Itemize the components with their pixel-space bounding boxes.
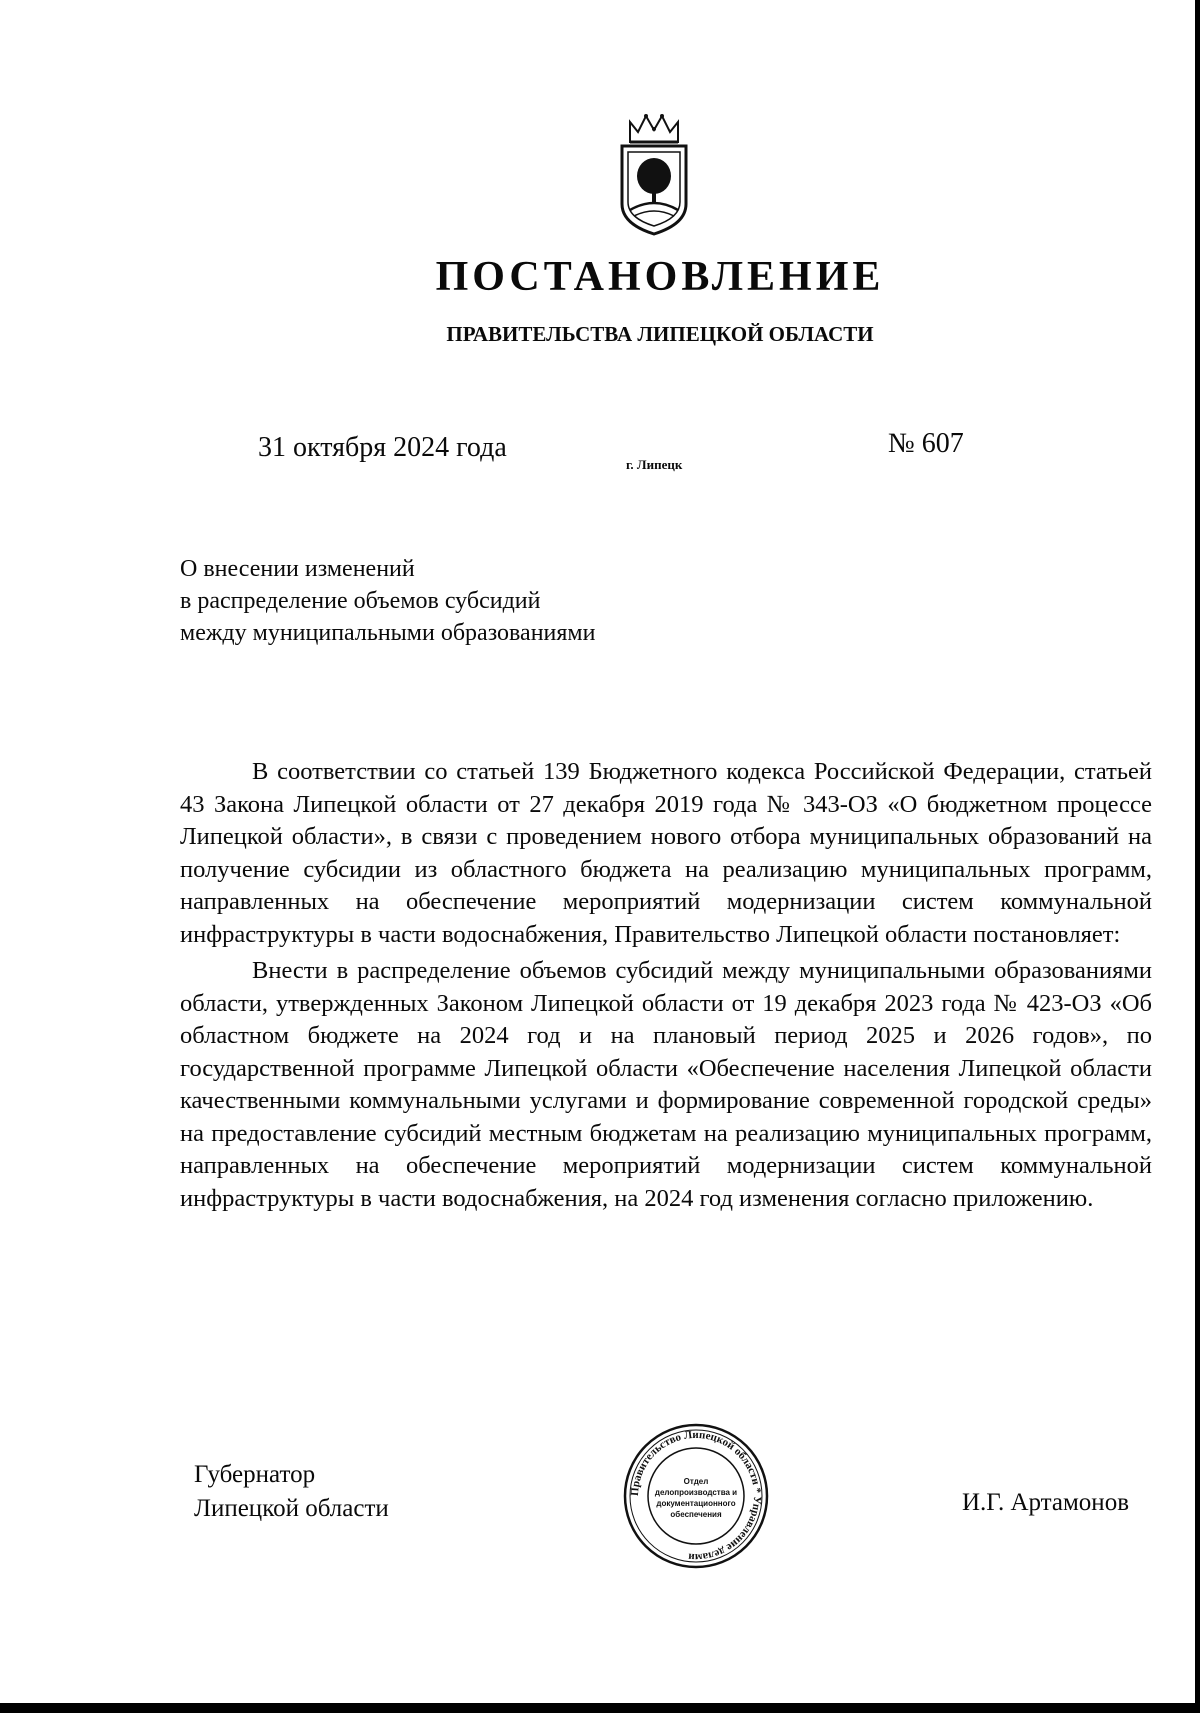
coat-of-arms-icon xyxy=(616,112,692,238)
body-paragraph-resolution: Внести в распределение объемов субсидий между муниципальными образованиями области, утвержденных Законом Липецкой области от 19 декабря 2023 года № 423-ОЗ «Об областном бюджете на 2024 год и на плановый период 2025 и 2026 годов», по государственной программе Липецкой области «Обеспечение населения Липецкой области качественными коммунальными услугами и формирование современной городской среды» на предоставление субсидий местным бюджетам на реализацию муниципальных программ, направленных на обеспечение мероприятий модернизации систем коммунальной инфраструктуры в части водоснабжения, на 2024 год изменения согласно приложению. xyxy=(180,957,1152,1212)
stamp-inner-line: делопроизводства и xyxy=(654,1488,738,1497)
document-subject xyxy=(180,553,780,649)
stamp-inner-line: документационного xyxy=(656,1499,736,1508)
document-type-title: ПОСТАНОВЛЕНИЕ xyxy=(435,254,885,300)
document-number: № 607 xyxy=(888,428,964,459)
document-date: 31 октября 2024 года xyxy=(258,432,507,463)
subject-line: О внесении изменений xyxy=(180,556,415,582)
signer-position-line: Губернатор xyxy=(194,1461,316,1488)
subject-line: между муниципальными образованиями xyxy=(180,620,596,646)
document-place: г. Липецк xyxy=(626,457,683,472)
official-seal-stamp xyxy=(622,1422,770,1570)
stamp-inner-line: обеспечения xyxy=(670,1510,722,1519)
body-paragraph-preamble: В соответствии со статьей 139 Бюджетного кодекса Российской Федерации, статьей 43 Закона Липецкой области от 27 декабря 2019 года № 343-ОЗ «О бюджетном процессе Липецкой области», в связи с проведением нового отбора муниципальных образований на получение субсидии из областного бюджета на реализацию муниципальных программ, направленных на обеспечение мероприятий модернизации систем коммунальной инфраструктуры в части водоснабжения, Правительство Липецкой области постановляет: xyxy=(180,758,1152,948)
scan-border-bottom xyxy=(0,1703,1200,1713)
signer-position-line: Липецкой области xyxy=(194,1495,389,1522)
stamp-outer-text: Правительство Липецкой области * Управление делами xyxy=(628,1428,764,1564)
issuing-authority: ПРАВИТЕЛЬСТВА ЛИПЕЦКОЙ ОБЛАСТИ xyxy=(446,322,874,346)
stamp-inner-line: Отдел xyxy=(683,1477,709,1486)
document-body xyxy=(180,756,1152,1215)
signer-name: И.Г. Артамонов xyxy=(962,1489,1129,1516)
signer-position xyxy=(194,1458,389,1526)
subject-line: в распределение объемов субсидий xyxy=(180,588,541,614)
